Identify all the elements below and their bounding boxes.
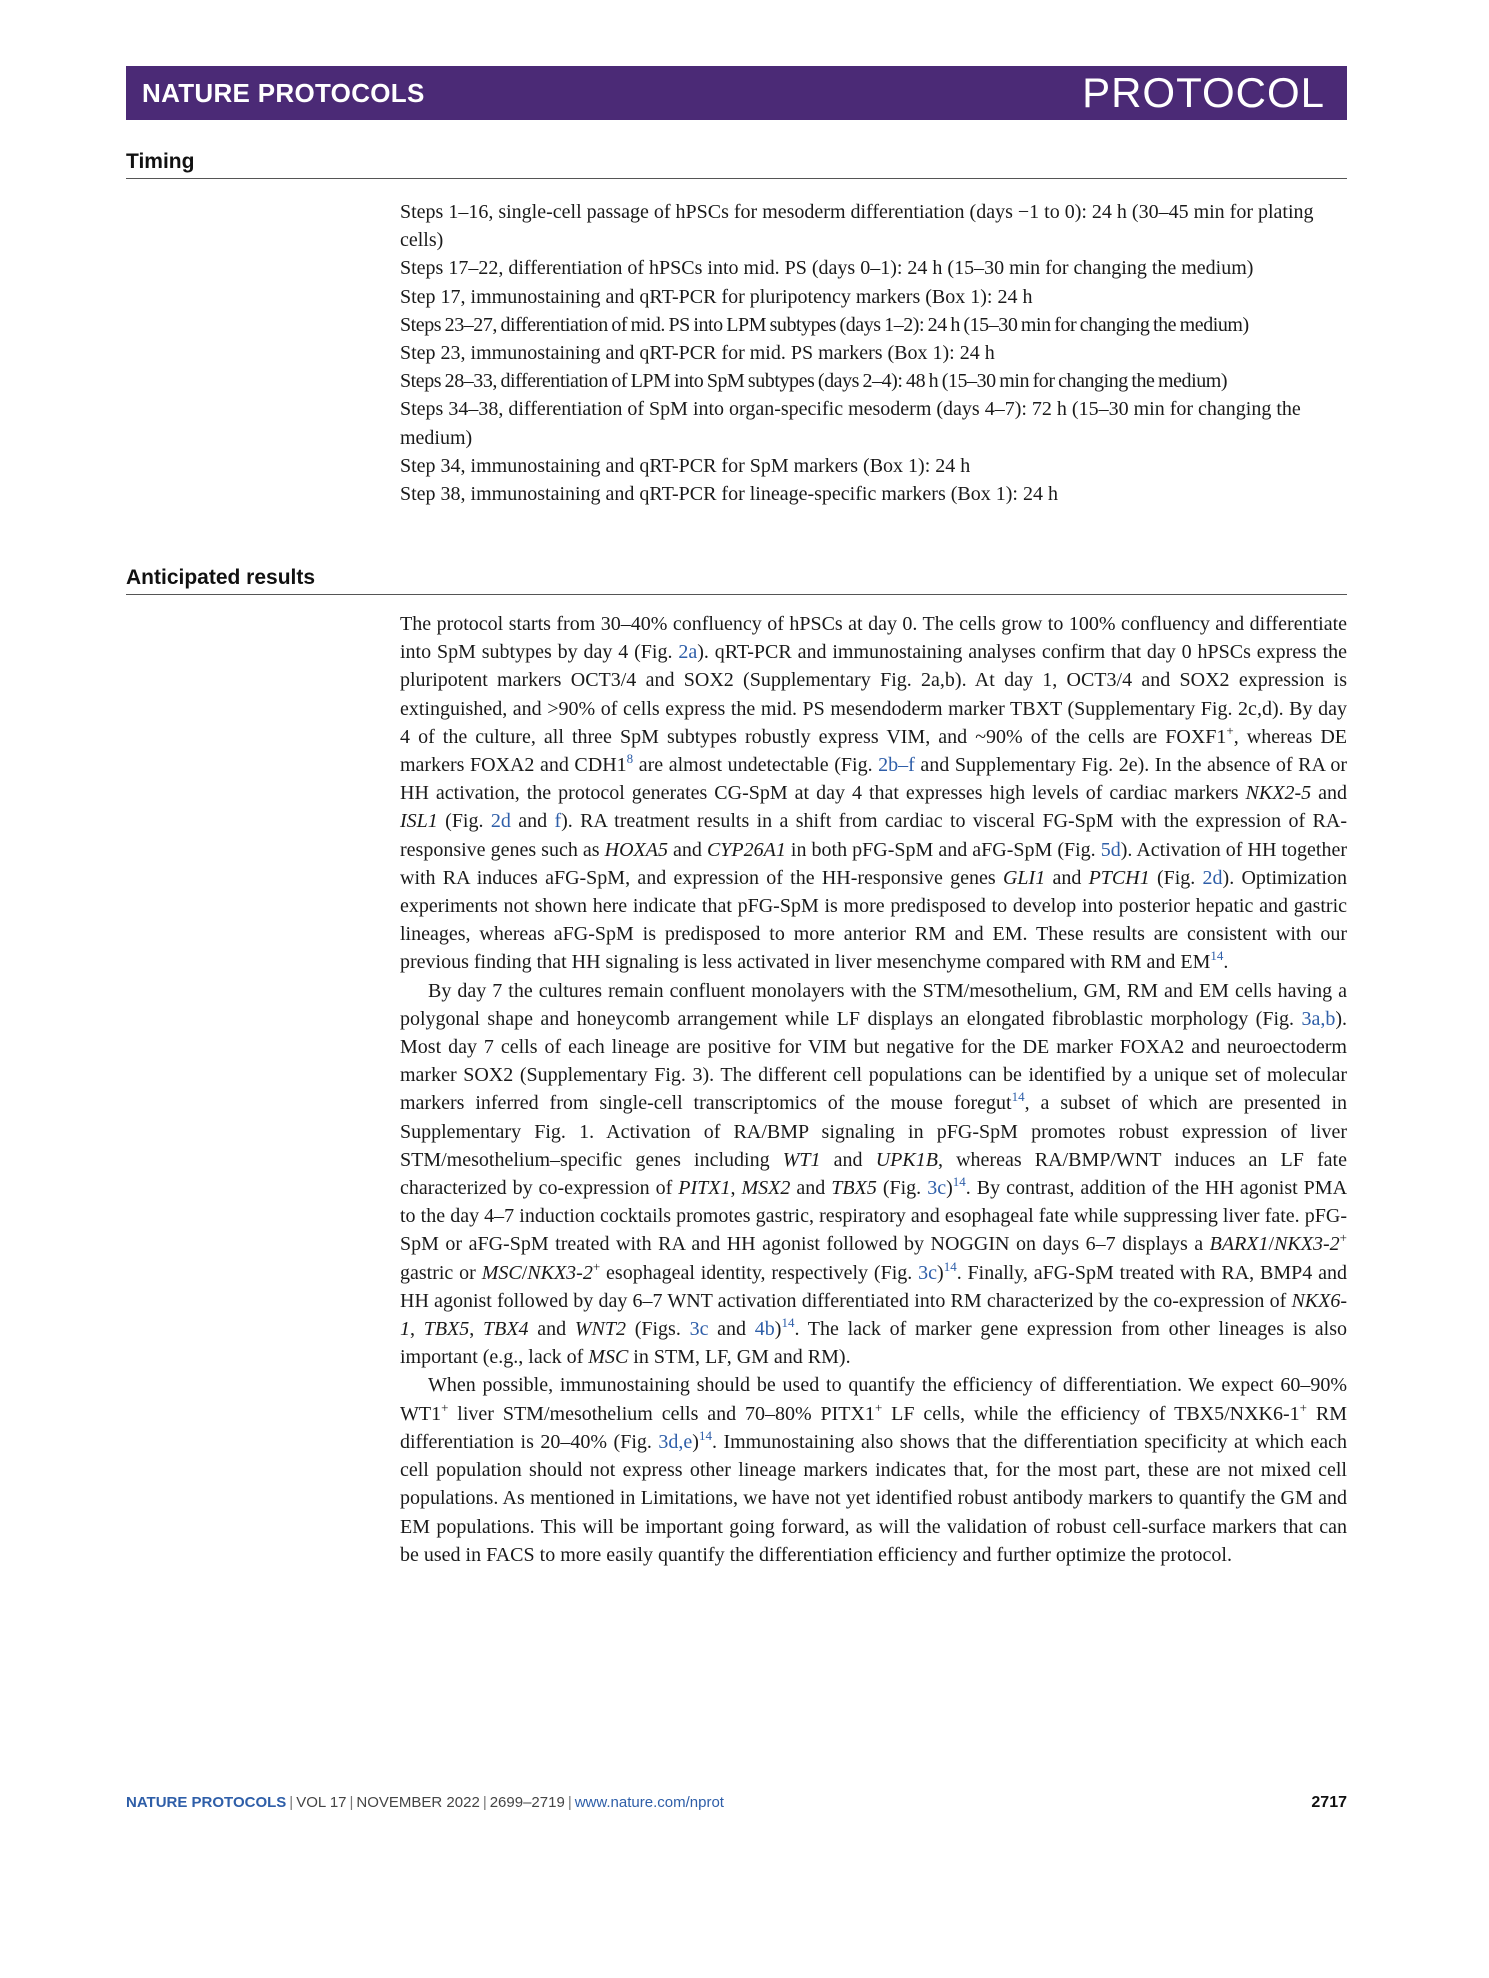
timing-step: Steps 28–33, differentiation of LPM into SpM subtypes (days 2–4): 48 h (15–30 min for changing the medium) [400, 370, 1228, 393]
page-number: 2717 [1311, 1794, 1347, 1811]
footer-pages: 2699–2719 [489, 1794, 565, 1811]
footer-citation: NATURE PROTOCOLS | VOL 17 | NOVEMBER 2022 | 2699–2719 | www.nature.com/nprot [126, 1794, 724, 1811]
footer-volume: VOL 17 [296, 1794, 347, 1811]
figure-link[interactable]: 2d [1202, 866, 1223, 889]
footer-date: NOVEMBER 2022 [356, 1794, 480, 1811]
page-footer [126, 1794, 1347, 1812]
figure-link[interactable]: 3c [918, 1261, 938, 1284]
citation-link[interactable]: 14 [1011, 1089, 1025, 1105]
citation-link[interactable]: 8 [626, 751, 634, 767]
citation-link[interactable]: 14 [943, 1258, 957, 1274]
citation-link[interactable]: 14 [1210, 948, 1224, 964]
figure-link[interactable]: 3d,e [658, 1430, 693, 1453]
footer-url-link[interactable]: www.nature.com/nprot [574, 1794, 724, 1811]
results-paragraph-2: By day 7 the cultures remain confluent monolayers with the STM/mesothelium, GM, RM and EM cells having a polygonal shape and honeycomb arrangement while LF displays an elongated fibroblastic morphology (Fig. 3a,b). Most day 7 cells of each lineage are positive for VIM but negative for the DE marker FOXA2 and neuroectoderm marker SOX2 (Supplementary Fig. 3). The different cell populations can be identified by a unique set of molecular markers inferred from single-cell transcriptomics of the mouse foregut$^{14}$, a subset of which are presented in Supplementary Fig. 1. Activation of RA/BMP signaling in pFG-SpM promotes robust expression of liver STM/mesothelium–specific genes including WT1 and UPK1B, whereas RA/BMP/WNT induces an LF fate characterized by co-expression of PITX1, MSX2 and TBX5 (Fig. 3c)$^{14}$. By contrast, addition of the HH agonist PMA to the day 4–7 induction cocktails promotes gastric, respiratory and esophageal fate while suppressing liver fate. pFG-SpM or aFG-SpM treated with RA and HH agonist followed by NOGGIN on days 6–7 displays a BARX1/NKX3-2+ gastric or MSC/NKX3-2+ esophageal identity, respectively (Fig. 3c)$^{14}$. Finally, aFG-SpM treated with RA, BMP4 and HH agonist followed by day 6–7 WNT activation differentiated into RM characterized by the co-expression of NKX6-1, TBX5, TBX4 and WNT2 (Figs. 3c and 4b)$^{14}$. The lack of marker gene expression from other lineages is also important (e.g., lack of MSC in STM, LF, GM and RM). [400, 979, 1348, 1369]
results-heading: Anticipated results [126, 566, 1347, 595]
timing-step: Step 23, immunostaining and qRT-PCR for mid. PS markers (Box 1): 24 h [400, 342, 995, 365]
journal-banner [126, 66, 1347, 120]
timing-step: Steps 1–16, single-cell passage of hPSCs for mesoderm differentiation (days −1 to 0): 24 h (30–45 min for plating cells) [400, 201, 1314, 252]
results-body [400, 610, 1347, 1569]
figure-link[interactable]: 2d [490, 810, 511, 833]
timing-step: Steps 23–27, differentiation of mid. PS into LPM subtypes (days 1–2): 24 h (15–30 min for changing the medium) [400, 313, 1249, 336]
timing-step: Step 17, immunostaining and qRT-PCR for pluripotency markers (Box 1): 24 h [400, 285, 1033, 308]
timing-step: Steps 34–38, differentiation of SpM into organ-specific mesoderm (days 4–7): 72 h (15–30 min for changing the medium) [400, 398, 1301, 449]
article-type: PROTOCOL [1082, 69, 1325, 116]
timing-step: Step 34, immunostaining and qRT-PCR for SpM markers (Box 1): 24 h [400, 454, 971, 477]
results-paragraph-1: The protocol starts from 30–40% confluency of hPSCs at day 0. The cells grow to 100% confluency and differentiate into SpM subtypes by day 4 (Fig. 2a). qRT-PCR and immunostaining analyses confirm that day 0 hPSCs express the pluripotent markers OCT3/4 and SOX2 (Supplementary Fig. 2a,b). At day 1, OCT3/4 and SOX2 expression is extinguished, and >90% of cells express the mid. PS mesendoderm marker TBXT (Supplementary Fig. 2c,d). By day 4 of the culture, all three SpM subtypes robustly express VIM, and ~90% of the cells are FOXF1+, whereas DE markers FOXA2 and $CDH1^8$ are almost undetectable (Fig. 2b–f and Supplementary Fig. 2e). In the absence of RA or HH activation, the protocol generates CG-SpM at day 4 that expresses high levels of cardiac markers NKX2-5 and ISL1 (Fig. 2d and f). RA treatment results in a shift from cardiac to visceral FG-SpM with the expression of RA-responsive genes such as HOXA5 and CYP26A1 in both pFG-SpM and aFG-SpM (Fig. 5d). Activation of HH together with RA induces aFG-SpM, and expression of the HH-responsive genes GLI1 and PTCH1 (Fig. 2d). Optimization experiments not shown here indicate that pFG-SpM is more predisposed to develop into posterior hepatic and gastric lineages, whereas aFG-SpM is predisposed to more anterior RM and EM. These results are consistent with our previous finding that HH signaling is less activated in liver mesenchyme compared with RM and EM$^{14}$. [400, 613, 1348, 974]
results-paragraph-3: When possible, immunostaining should be used to quantify the efficiency of differentiation. We expect 60–90% WT1+ liver STM/mesothelium cells and 70–80% PITX1+ LF cells, while the efficiency of TBX5/NXK6-1+ RM differentiation is 20–40% (Fig. 3d,e)$^{14}$. Immunostaining also shows that the differentiation specificity at which each cell population should not express other lineage markers indicates that, for the most part, these are not mixed cell populations. As mentioned in Limitations, we have not yet identified robust antibody markers to quantify the GM and EM populations. This will be important going forward, as will the validation of robust cell-surface markers that can be used in FACS to more easily quantify the differentiation efficiency and further optimize the protocol. [400, 1374, 1348, 1566]
figure-link[interactable]: 3c [927, 1177, 947, 1200]
timing-heading: Timing [126, 150, 1347, 179]
figure-link[interactable]: 4b [754, 1318, 775, 1341]
journal-name: NATURE PROTOCOLS [142, 77, 425, 108]
figure-link[interactable]: f [554, 810, 562, 833]
citation-link[interactable]: 14 [781, 1315, 795, 1331]
citation-link[interactable]: 14 [952, 1174, 966, 1190]
timing-step: Steps 17–22, differentiation of hPSCs into mid. PS (days 0–1): 24 h (15–30 min for changing the medium) [400, 257, 1254, 280]
citation-link[interactable]: 14 [698, 1427, 712, 1443]
figure-link[interactable]: 5d [1100, 838, 1121, 861]
timing-list [400, 198, 1347, 508]
footer-journal: NATURE PROTOCOLS [126, 1794, 287, 1811]
timing-step: Step 38, immunostaining and qRT-PCR for lineage-specific markers (Box 1): 24 h [400, 483, 1058, 506]
figure-link[interactable]: 2b–f [878, 754, 915, 777]
figure-link[interactable]: 3c [689, 1318, 709, 1341]
figure-link[interactable]: 2a [678, 641, 698, 664]
figure-link[interactable]: 3a,b [1301, 1007, 1336, 1030]
